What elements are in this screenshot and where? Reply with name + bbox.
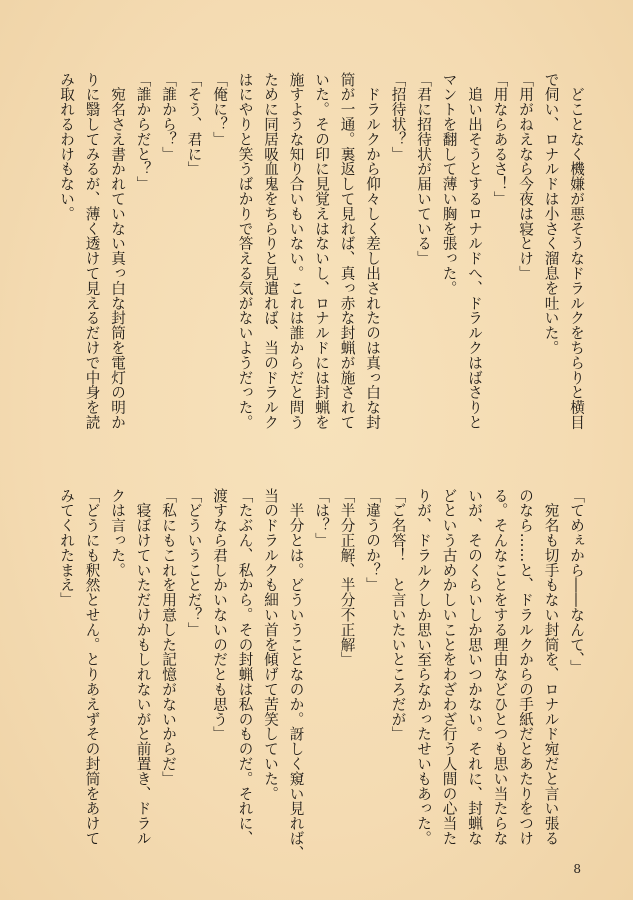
text-line: みてくれたまえ」 bbox=[58, 488, 75, 608]
upper-text-block bbox=[39, 72, 589, 454]
text-line: で伺い、ロナルドは小さく溜息を吐いた。 bbox=[542, 72, 560, 356]
text-line: 「たぶん、私から。その封蝋は私のものだ。それに、 bbox=[236, 488, 254, 846]
text-line: 「用ならあるさ！」 bbox=[491, 72, 509, 207]
text-line: 「俺に？」 bbox=[211, 72, 228, 147]
text-line: 「そう、君に」 bbox=[185, 72, 203, 177]
text-line: 「どうにも釈然とせん。とりあえずその封筒をあけて bbox=[83, 488, 101, 846]
page-number: 8 bbox=[573, 862, 581, 876]
text-line: 「誰から？」 bbox=[160, 72, 177, 162]
text-line: 筒が一通。裏返して見れば、真っ赤な封蝋が施されて bbox=[338, 72, 356, 430]
text-line: りが、ドラルクしか思い至らなかったせいもあった。 bbox=[415, 488, 432, 846]
text-line: どという古めかしいことをわざわざ行う人間の心当た bbox=[440, 488, 458, 846]
text-line: ために同居吸血鬼をちらりと見遣れば、当のドラルク bbox=[262, 72, 279, 430]
text-line: どことなく機嫌が悪そうなドラルクをちらりと横目 bbox=[568, 72, 585, 430]
text-line: 「招待状？」 bbox=[389, 72, 407, 162]
text-line: いが、そのくらいしか思いつかない。それに、封蝋な bbox=[466, 488, 483, 846]
text-line: 「は？」 bbox=[313, 488, 330, 548]
text-line: 「ご名答！ と言いたいところだが」 bbox=[389, 488, 407, 742]
text-line: りに翳してみるが、薄く透けて見えるだけで中身を読 bbox=[83, 72, 101, 430]
text-line: 「誰からだと？」 bbox=[134, 72, 152, 192]
text-line: 追い出そうとするロナルドへ、ドラルクはばさりと bbox=[466, 72, 483, 430]
text-line: マントを翻して薄い胸を張った。 bbox=[440, 72, 458, 296]
text-line: 「私にもこれを用意した記憶がないからだ」 bbox=[160, 488, 177, 786]
text-line: 「用がねえなら今夜は寝とけ」 bbox=[517, 72, 534, 281]
text-line: 「君に招待状が届いている」 bbox=[415, 72, 432, 266]
text-line: いた。その印に見覚えはないし、ロナルドには封蝋を bbox=[313, 72, 330, 430]
text-line: み取れるわけもない。 bbox=[58, 72, 75, 221]
text-line: ドラルクから仰々しく差し出されたのは真っ白な封 bbox=[364, 72, 381, 430]
text-line: クは言った。 bbox=[109, 488, 126, 578]
text-line: 渡すなら君しかいないのだとも思う」 bbox=[211, 488, 228, 742]
text-line: 宛名さえ書かれていない真っ白な封筒を電灯の明か bbox=[109, 72, 126, 430]
text-line: 当のドラルクも細い首を傾げて苦笑していた。 bbox=[262, 488, 279, 801]
lower-text-block bbox=[39, 488, 589, 870]
text-line: はにやりと笑うばかりで答える気がないようだった。 bbox=[236, 72, 254, 430]
text-line: のなら……と、ドラルクからの手紙だとあたりをつけ bbox=[517, 488, 534, 846]
text-line: 施すような知り合いもいない。これは誰からだと問う bbox=[287, 72, 305, 430]
text-line: 宛名も切手もない封筒を、ロナルド宛だと言い張る bbox=[542, 488, 560, 846]
text-line: 「違うのか？」 bbox=[364, 488, 381, 593]
text-line: 「どういうことだ？」 bbox=[185, 488, 203, 637]
text-line: 「てめぇから――なんて、」 bbox=[568, 488, 585, 675]
text-line: る。そんなことをする理由などひとつも思い当たらな bbox=[491, 488, 509, 846]
text-line: 「半分正解、半分不正解」 bbox=[338, 488, 356, 667]
text-line: 半分とは。どういうことなのか。訝しく窺い見れば、 bbox=[287, 488, 305, 861]
text-line: 寝ぼけていただけかもしれないがと前置き、ドラル bbox=[134, 488, 152, 846]
